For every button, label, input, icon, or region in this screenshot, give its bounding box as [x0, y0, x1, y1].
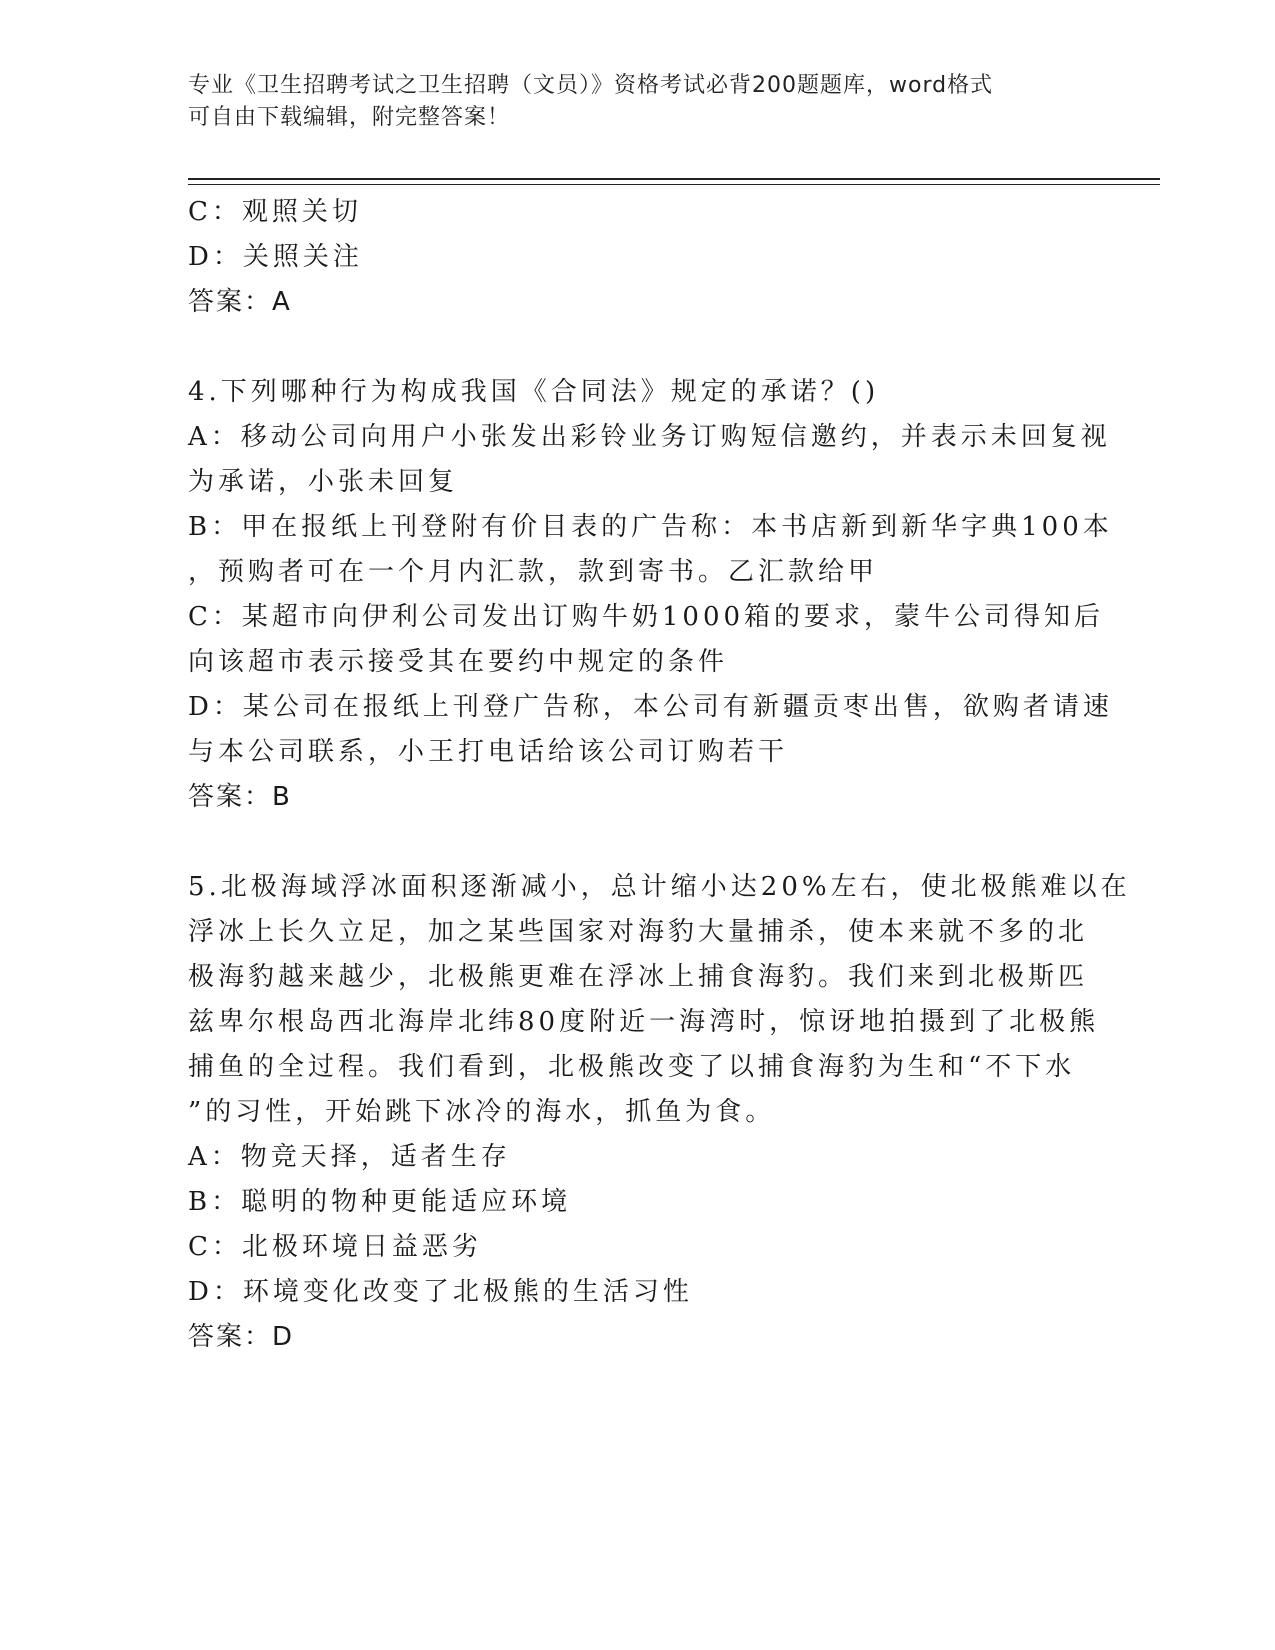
- q5-stem-line-1: 5.北极海域浮冰面积逐渐减小，总计缩小达20%左右，使北极熊难以在: [188, 872, 1131, 902]
- q4-option-c-line-2: 向该超市表示接受其在要约中规定的条件: [188, 647, 729, 677]
- q5-option-b: B：聪明的物种更能适应环境: [188, 1187, 572, 1217]
- header-line-2: 可自由下载编辑，附完整答案！: [188, 105, 511, 130]
- q4-option-a-line-1: A：移动公司向用户小张发出彩铃业务订购短信邀约，并表示未回复视: [188, 422, 1111, 452]
- header-line-1: 专业《卫生招聘考试之卫生招聘（文员）》资格考试必背200题题库，word格式: [188, 73, 994, 98]
- q5-stem-line-6: ”的习性，开始跳下冰冷的海水，抓鱼为食。: [188, 1097, 776, 1127]
- q4-option-d-line-1: D：某公司在报纸上刊登广告称，本公司有新疆贡枣出售，欲购者请速: [188, 692, 1113, 722]
- q5-stem-line-3: 极海豹越来越少，北极熊更难在浮冰上捕食海豹。我们来到北极斯匹: [188, 962, 1089, 992]
- q5-stem-line-4: 兹卑尔根岛西北海岸北纬80度附近一海湾时，惊讶地拍摄到了北极熊: [188, 1007, 1100, 1037]
- q4-option-a-line-2: 为承诺，小张未回复: [188, 467, 459, 497]
- spacer: [188, 820, 1088, 865]
- q4-option-d-line-2: 与本公司联系，小王打电话给该公司订购若干: [188, 737, 789, 767]
- q4-stem: 4.下列哪种行为构成我国《合同法》规定的承诺？(): [188, 377, 880, 407]
- q5-option-a: A：物竞天择，适者生存: [188, 1142, 511, 1172]
- header-rule-thin: [188, 184, 1160, 185]
- q5-option-c: C：北极环境日益恶劣: [188, 1232, 482, 1262]
- question-content: [188, 190, 1131, 1360]
- q4-option-c-line-1: C：某超市向伊利公司发出订购牛奶1000箱的要求，蒙牛公司得知后: [188, 602, 1105, 632]
- header-rule-thick: [188, 178, 1160, 180]
- q5-stem-line-2: 浮冰上长久立足，加之某些国家对海豹大量捕杀，使本来就不多的北: [188, 917, 1089, 947]
- q4-answer: 答案：B: [188, 782, 292, 812]
- q5-option-d: D：环境变化改变了北极熊的生活习性: [188, 1277, 693, 1307]
- spacer: [188, 325, 1088, 370]
- q5-answer: 答案：D: [188, 1322, 295, 1352]
- q4-option-b-line-1: B：甲在报纸上刊登附有价目表的广告称：本书店新到新华字典100本: [188, 512, 1113, 542]
- q4-option-b-line-2: ，预购者可在一个月内汇款，款到寄书。乙汇款给甲: [188, 557, 879, 587]
- question-5: [188, 865, 1131, 1360]
- question-3-tail: [188, 190, 1088, 325]
- q3-option-d: D：关照关注: [188, 242, 363, 272]
- q3-option-c: C：观照关切: [188, 197, 362, 227]
- q5-stem-line-5: 捕鱼的全过程。我们看到，北极熊改变了以捕食海豹为生和“不下水: [188, 1052, 1076, 1082]
- document-header: [188, 70, 1068, 134]
- question-4: [188, 370, 1113, 820]
- q3-answer: 答案：A: [188, 287, 292, 317]
